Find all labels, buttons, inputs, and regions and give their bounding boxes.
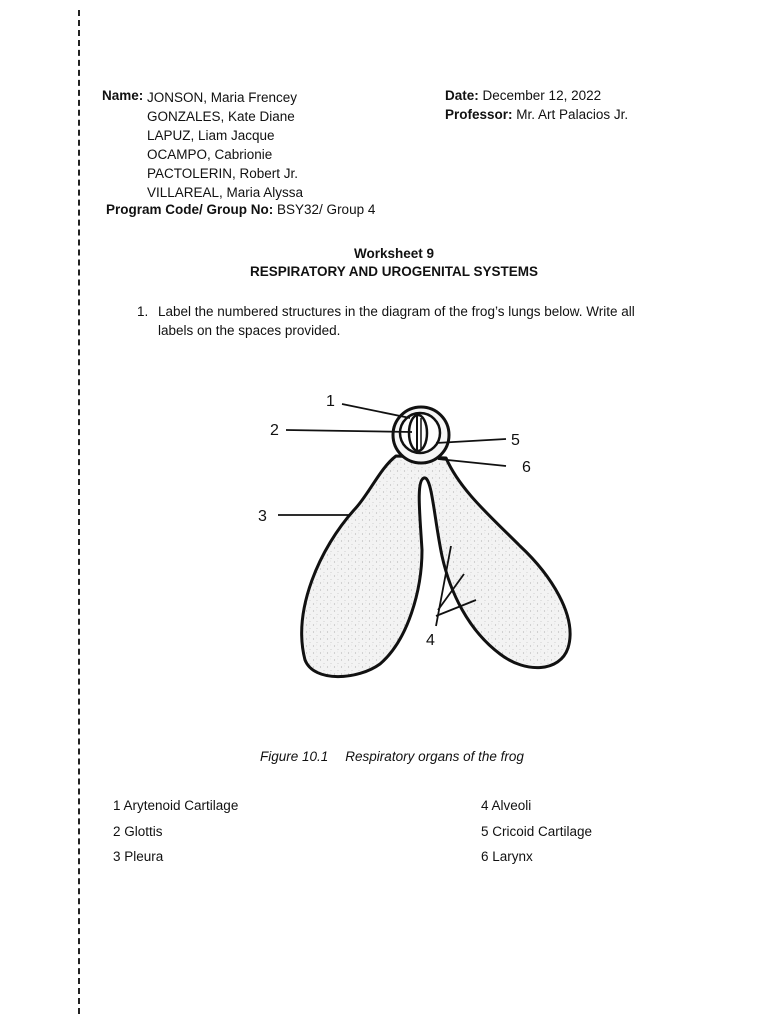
- member-name: PACTOLERIN, Robert Jr.: [147, 166, 299, 181]
- marker-1: 1: [326, 393, 335, 410]
- figure-caption-text: Respiratory organs of the frog: [345, 749, 524, 764]
- group-member-list: [147, 88, 303, 202]
- leader-line-1: [342, 404, 410, 418]
- marker-5: 5: [511, 432, 520, 449]
- question-number: 1.: [137, 304, 149, 319]
- answer-item: 1 Arytenoid Cartilage: [113, 798, 239, 813]
- professor-line: [445, 107, 628, 122]
- professor-value: Mr. Art Palacios Jr.: [516, 107, 629, 122]
- dashed-margin-line: [78, 10, 80, 1014]
- date-value: December 12, 2022: [482, 88, 602, 103]
- worksheet-subtitle: RESPIRATORY AND UROGENITAL SYSTEMS: [249, 264, 539, 279]
- worksheet-title: Worksheet 9: [353, 246, 435, 261]
- frog-lungs-diagram: [200, 378, 600, 698]
- member-name: VILLAREAL, Maria Alyssa: [147, 185, 304, 200]
- name-label: Name:: [102, 88, 144, 103]
- professor-label: Professor:: [445, 107, 513, 122]
- larynx-inner-ring: [400, 413, 440, 453]
- figure-number: Figure 10.1: [260, 749, 329, 764]
- member-name: LAPUZ, Liam Jacque: [147, 128, 275, 143]
- program-value: BSY32/ Group 4: [277, 202, 376, 217]
- answer-item: 2 Glottis: [113, 823, 163, 839]
- member-name: JONSON, Maria Frencey: [147, 90, 298, 105]
- question-1: [137, 302, 657, 340]
- lung-outline: [302, 456, 570, 677]
- figure-caption: [260, 749, 524, 764]
- answer-item: 3 Pleura: [113, 849, 164, 864]
- marker-6: 6: [522, 459, 531, 476]
- marker-2: 2: [270, 422, 279, 439]
- answer-list-left: [113, 793, 238, 870]
- answer-item: 4 Alveoli: [481, 798, 532, 813]
- marker-4: 4: [426, 632, 435, 649]
- question-text: Label the numbered structures in the diagram of the frog’s lungs below. Write all labels on the spaces provided.: [158, 304, 635, 338]
- answer-list-right: [481, 793, 592, 870]
- date-line: [445, 88, 601, 103]
- answer-item: 6 Larynx: [481, 849, 533, 864]
- answer-item: 5 Cricoid Cartilage: [481, 823, 593, 839]
- member-name: OCAMPO, Cabrionie: [147, 147, 273, 162]
- member-name: GONZALES, Kate Diane: [147, 109, 295, 124]
- marker-3: 3: [258, 508, 267, 525]
- date-label: Date:: [445, 88, 479, 103]
- program-line: [106, 202, 375, 217]
- program-label: Program Code/ Group No:: [106, 202, 274, 217]
